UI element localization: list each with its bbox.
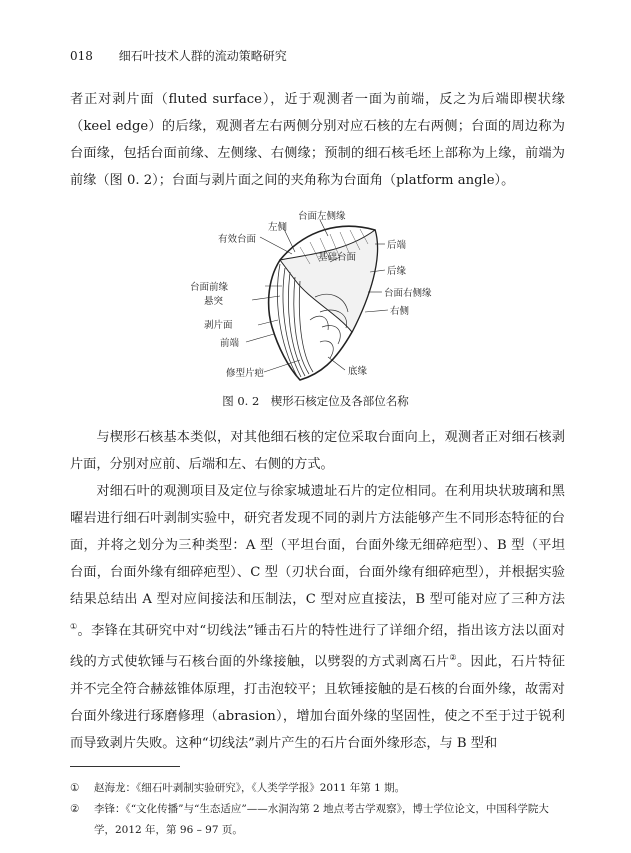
label-taimian-zuoceyuan: 台面左侧缘 bbox=[298, 211, 346, 222]
footnote-ref-1[interactable]: ① bbox=[70, 622, 78, 631]
footnote-divider bbox=[70, 766, 180, 767]
paragraph-3-part-a: 对细石叶的观测项目及定位与徐家城遗址石片的定位相同。在利用块状玻璃和黑曜岩进行细石叶剥制实验中，研究者发现不同的剥片方法能够产生不同形态特征的台面，并将之划分为三种类型：A 型（平坦台面，台面外缘无细碎疤型）、B 型（平坦台面，台面外缘有细碎疤型）、C 型（刃状台面，台面外缘有细碎疤型），并根据实验结果总结出 A 型对应间接法和压制法，C 型对应直接法，B 型可能对应了三种方法 bbox=[70, 484, 565, 607]
label-dishiyuan: 底缘 bbox=[348, 366, 368, 377]
wedge-core-figure bbox=[170, 202, 470, 392]
label-qianduan: 前端 bbox=[220, 338, 240, 349]
intro-paragraph-block bbox=[70, 86, 565, 194]
label-taimian-qianyuan: 台面前缘 bbox=[190, 282, 229, 293]
label-taimian-youceyuan: 台面右侧缘 bbox=[384, 288, 432, 299]
label-xuantu: 悬突 bbox=[204, 296, 224, 307]
footnote-2 bbox=[70, 799, 565, 841]
figure-caption: 图 0. 2 楔形石核定位及各部位名称 bbox=[222, 394, 409, 408]
running-title: 细石叶技术人群的流动策略研究 bbox=[118, 49, 287, 63]
footnotes bbox=[70, 778, 565, 841]
main-paragraphs bbox=[70, 424, 565, 757]
label-jichu-taimian: 基础台面 bbox=[318, 252, 357, 263]
page-number: 018 bbox=[70, 49, 93, 63]
label-youce: 右侧 bbox=[390, 306, 410, 317]
footnote-ref-2[interactable]: ② bbox=[449, 653, 457, 663]
label-houyuan: 后缘 bbox=[387, 266, 407, 277]
footnote-2-text: 李锋：《“文化传播”与“生态适应”——水洞沟第 2 地点考古学观察》，博士学位论文，中国科学院大学，2012 年，第 96 – 97 页。 bbox=[94, 803, 549, 836]
footnote-2-number: ② bbox=[70, 803, 80, 815]
paragraph-3-part-c: 。因此，石片特征并不完全符合赫兹锥体原理，打击泡较平；且软锤接触的是石核的台面外缘，故需对台面外缘进行琢磨修理（abrasion），增加台面外缘的坚固性，使之不至于过于锐利而导致剥片失败。这种“切线法”剥片产生的石片台面外缘形态，与 B 型和 bbox=[70, 654, 566, 751]
label-houduan: 后端 bbox=[387, 240, 407, 251]
paragraph-3 bbox=[70, 478, 565, 757]
running-header bbox=[70, 47, 287, 64]
footnote-1 bbox=[70, 778, 565, 799]
footnote-1-text: 赵海龙：《细石叶剥制实验研究》，《人类学学报》2011 年第 1 期。 bbox=[94, 782, 406, 794]
label-zuoce: 左侧 bbox=[268, 222, 288, 233]
label-xiuxing-pianpao: 修型片疤 bbox=[226, 368, 265, 379]
footnote-1-number: ① bbox=[70, 782, 80, 794]
intro-paragraph: 者正对剥片面（fluted surface），近于观测者一面为前端，反之为后端即楔状缘（keel edge）的后缘，观测者左右两侧分别对应石核的左右两侧；台面的周边称为台面缘，包括台面前缘、左侧缘、右侧缘；预制的细石核毛坯上部称为上缘，前端为前缘（图 0. 2）；台面与剥片面之间的夹角称为台面角（platform angle）。 bbox=[70, 92, 565, 188]
paragraph-2: 与楔形石核基本类似，对其他细石核的定位采取台面向上，观测者正对细石核剥片面，分别对应前、后端和左、右侧的方式。 bbox=[70, 430, 565, 472]
label-bopianmian: 剥片面 bbox=[204, 320, 233, 331]
label-youxiao-taimian: 有效台面 bbox=[218, 234, 257, 245]
paragraph-3-part-b: 。李锋在其研究中对“切线法”锤击石片的特性进行了详细介绍，指出该方法以面对线的方式使软锤与石核台面的外缘接触，以劈裂的方式剥离石片 bbox=[70, 623, 566, 670]
wedge-core-diagram bbox=[170, 202, 470, 392]
